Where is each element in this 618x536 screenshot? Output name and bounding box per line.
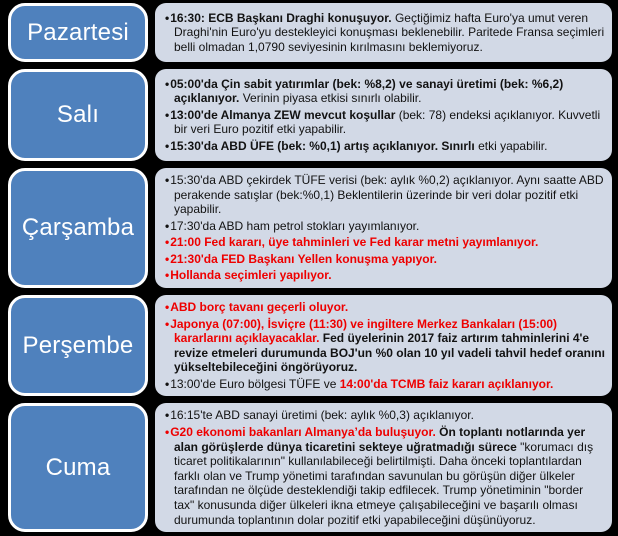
events-box-persembe <box>155 295 612 396</box>
event-item <box>165 317 605 375</box>
event-text-segment: Fed üyelerinin 2017 faiz artırım tahminlerini 4'e revize etmeleri durumunda BOJ'un %0 olan 10 yıl vadeli tahvil hedef oranını yükseltebileceğini öngörüyoruz. <box>174 331 605 375</box>
bullet-icon: • <box>165 299 170 314</box>
bullet-icon: • <box>165 268 170 283</box>
bullet-icon: • <box>165 107 170 122</box>
events-box-carsamba <box>155 168 612 288</box>
bullet-icon: • <box>165 235 170 250</box>
event-item <box>165 425 605 527</box>
event-text-segment: etki yapabilir. <box>474 138 548 153</box>
event-item <box>165 173 605 217</box>
day-box-persembe <box>8 295 148 396</box>
event-text-segment: Hollanda seçimleri yapılıyor. <box>170 268 332 283</box>
calendar-row-persembe <box>8 295 612 396</box>
bullet-icon: • <box>165 316 170 331</box>
event-text-segment: 15:30'da ABD ÜFE (bek: %0,1) artış açıklanıyor. Sınırlı <box>170 138 475 153</box>
event-text-segment: 13:00'de Euro bölgesi TÜFE ve <box>170 376 340 391</box>
bullet-icon: • <box>165 424 170 439</box>
bullet-icon: • <box>165 138 170 153</box>
event-text-segment: 21:00 Fed kararı, üye tahminleri ve Fed karar metni yayımlanıyor. <box>170 235 539 250</box>
event-item <box>165 252 605 267</box>
event-text-segment: "korumacı dış ticaret politikalarının" kullanılabileceği belirtilmişti. Daha önceki toplantılardan farklı olan ve Trump yönetimi tarafından savunulan bu görüşün diğer ülkeler tarafından ne ölçüde desteklendiği takip edfilecek. Trump yönetiminin "border tax" konusunda diğer ülkeleri ikna etmeye çalışabileceğini ve başarılı olması durumunda toplantının dolar pozitif etki yapabileceğini düşünüyoruz. <box>174 439 594 527</box>
event-text-segment: Ön toplantı notlarında yer alan görüşlerde dünya ticaretini sekteye uğratmadığı sürece <box>174 424 586 454</box>
event-text-segment: 05:00'da Çin sabit yatırımlar (bek: %8,2) ve sanayi üretimi (bek: %6,2) açıklanıyor. <box>170 76 564 106</box>
bullet-icon: • <box>165 76 170 91</box>
day-label: Çarşamba <box>21 214 135 241</box>
event-item <box>165 219 605 234</box>
bullet-icon: • <box>165 218 170 233</box>
event-text-segment: ABD borç tavanı geçerli oluyor. <box>170 299 349 314</box>
event-text-segment: 21:30'da FED Başkanı Yellen konuşma yapıyor. <box>170 251 437 266</box>
day-box-carsamba <box>8 168 148 288</box>
event-text-segment: 16:15'te ABD sanayi üretimi (bek: aylık %0,3) açıklanıyor. <box>170 408 474 423</box>
event-text-segment: 14:00'da TCMB faiz kararı açıklanıyor. <box>339 376 554 391</box>
day-label: Pazartesi <box>27 18 129 46</box>
events-box-cuma <box>155 403 612 532</box>
day-box-cuma <box>8 403 148 532</box>
event-text-segment: 17:30'da ABD ham petrol stokları yayımlanıyor. <box>170 218 420 233</box>
day-box-pazartesi <box>8 3 148 62</box>
bullet-icon: • <box>165 172 170 187</box>
event-text-segment: (bek: 78) endeksi açıklanıyor. Kuvvetli bir veri Euro pozitif etki yapabilir. <box>174 107 601 137</box>
calendar-row-pazartesi <box>8 3 612 62</box>
event-item <box>165 377 605 392</box>
calendar-row-cuma <box>8 403 612 532</box>
event-text-segment: 15:30'da ABD çekirdek TÜFE verisi (bek: aylık %0,2) açıklanıyor. Aynı saatte ABD perakende satışlar (bek:%0,1) Beklentilerin üzerinde bir veri dolar pozitif etki yapabilir. <box>170 172 604 217</box>
event-item <box>165 235 605 250</box>
event-item <box>165 77 605 106</box>
events-box-sali <box>155 69 612 161</box>
event-item <box>165 268 605 283</box>
events-box-pazartesi <box>155 3 612 62</box>
calendar-row-carsamba <box>8 168 612 288</box>
bullet-icon: • <box>165 376 170 391</box>
event-text-segment: 16:30: ECB Başkanı Draghi konuşuyor. <box>170 10 392 25</box>
calendar-row-sali <box>8 69 612 161</box>
day-label: Perşembe <box>22 331 134 359</box>
day-label: Salı <box>56 101 100 128</box>
event-text-segment: Geçtiğimiz hafta Euro'ya umut veren Draghi'nin Euro'yu destekleyici konuşması beklenebilir. Paritede Fransa seçimleri belli olmadan 1,0790 seviyesinin kırılmasını beklemiyoruz. <box>174 10 605 54</box>
event-item <box>165 108 605 137</box>
event-text-segment: Japonya (07:00), İsviçre (11:30) ve ingiltere Merkez Bankaları (15:00) kararlarını açıklayacaklar. <box>170 316 558 346</box>
bullet-icon: • <box>165 408 170 423</box>
bullet-icon: • <box>165 10 170 25</box>
event-item <box>165 139 605 154</box>
day-box-sali <box>8 69 148 161</box>
event-text-segment: Verinin piyasa etkisi sınırlı olabilir. <box>239 91 422 106</box>
event-item <box>165 11 605 55</box>
bullet-icon: • <box>165 251 170 266</box>
event-item <box>165 300 605 315</box>
event-text-segment: G20 ekonomi bakanları Almanya’da buluşuyor. <box>170 424 436 439</box>
event-text-segment: 13:00'de Almanya ZEW mevcut koşullar <box>170 107 396 122</box>
day-label: Cuma <box>45 453 111 481</box>
event-item <box>165 408 605 423</box>
